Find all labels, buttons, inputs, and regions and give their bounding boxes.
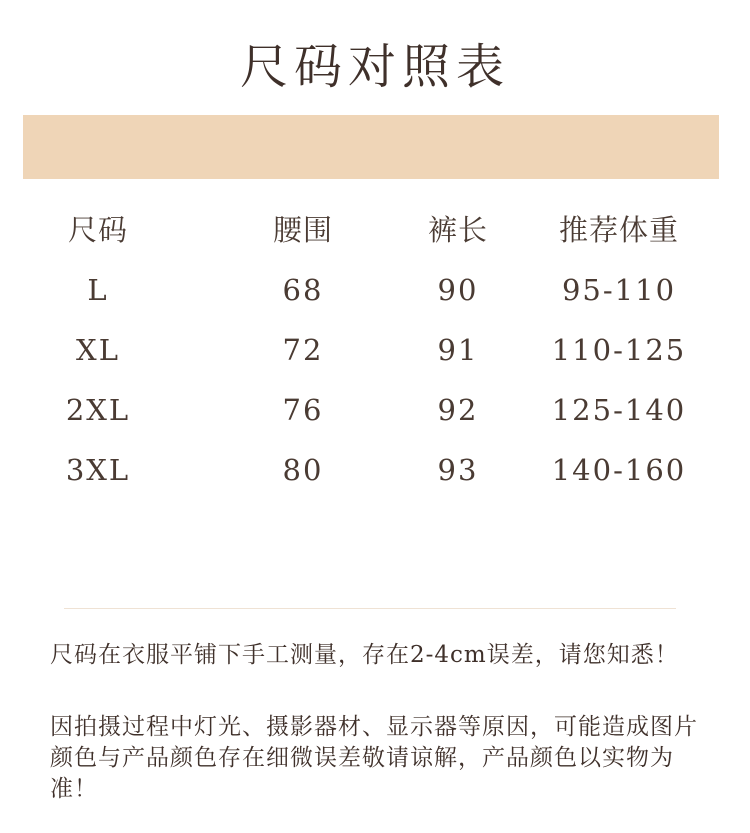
header-weight: 推荐体重 <box>558 213 679 247</box>
cell-size: XL <box>76 333 120 367</box>
cell-size: 2XL <box>65 393 131 427</box>
cell-length: 91 <box>437 333 479 367</box>
cell-weight: 140-160 <box>551 453 687 487</box>
cell-size: 3XL <box>65 453 131 487</box>
cell-length: 92 <box>437 393 479 427</box>
cell-length: 90 <box>437 273 479 307</box>
divider <box>64 608 676 609</box>
table-header-row <box>0 205 750 265</box>
page-title: 尺码对照表 <box>239 39 510 95</box>
header-band <box>23 115 719 179</box>
table-row <box>0 265 750 325</box>
header-size: 尺码 <box>67 213 128 247</box>
color-disclaimer: 因拍摄过程中灯光、摄影器材、显示器等原因，可能造成图片颜色与产品颜色存在细微误差敬请谅解，产品颜色以实物为准！ <box>50 714 698 802</box>
header-length: 裤长 <box>427 213 488 247</box>
size-table <box>0 205 750 505</box>
table-row <box>0 325 750 385</box>
cell-weight: 110-125 <box>551 333 687 367</box>
table-row <box>0 385 750 445</box>
cell-waist: 68 <box>282 273 324 307</box>
cell-waist: 80 <box>282 453 324 487</box>
measurement-note: 尺码在衣服平铺下手工测量，存在2-4cm误差，请您知悉！ <box>50 642 679 668</box>
cell-weight: 125-140 <box>551 393 687 427</box>
cell-waist: 72 <box>282 333 324 367</box>
table-row <box>0 445 750 505</box>
cell-length: 93 <box>437 453 479 487</box>
header-waist: 腰围 <box>272 213 333 247</box>
cell-weight: 95-110 <box>561 273 677 307</box>
cell-size: L <box>87 273 109 307</box>
cell-waist: 76 <box>282 393 324 427</box>
